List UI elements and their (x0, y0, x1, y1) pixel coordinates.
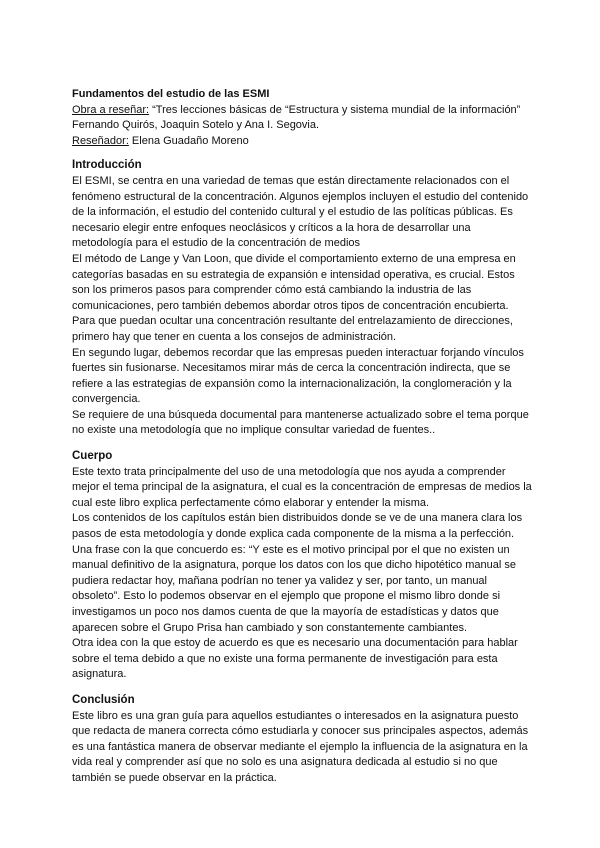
spacer (72, 439, 532, 449)
document-title: Fundamentos del estudio de las ESMI (72, 88, 270, 100)
spacer (72, 149, 532, 158)
introduccion-paragraph: El ESMI, se centra en una variedad de temas que están directamente relacionados con el fenómeno estructural de la concentración. Algunos ejemplos incluyen el estudio del contenido de la información, el estudio del contenido cultural y el estudio de las políticas públicas. Es necesario elegir entre enfoques neoclásicos y críticos a la hora de desarrollar una metodología para el estudio de la concentración de medios (72, 174, 529, 250)
cuerpo-heading: Cuerpo (72, 450, 113, 463)
cuerpo-paragraph: Este texto trata principalmente del uso de una metodología que nos ayuda a comprender mejor el tema principal de la asignatura, el cual es la concentración de empresas de medios la cual este libro explica perfectamente cómo elaborar y entender la misma. (72, 465, 532, 509)
work-label: Obra a reseñar: (72, 103, 150, 116)
introduccion-paragraph: En segundo lugar, debemos recordar que las empresas pueden interactuar forjando vínculos fuertes sin fusionarse. Necesitamos mirar más de cerca la concentración indirecta, que se refiere a las estrategias de expansión como la internacionalización, la conglomeración y la convergencia. (72, 346, 524, 406)
cuerpo-paragraph: Otra idea con la que estoy de acuerdo es que es necesario una documentación para hablar sobre el tema debido a que no existe una forma permanente de investigación para esta asignatura. (72, 637, 518, 681)
work-value: “Tres lecciones básicas de “Estructura y sistema mundial de la información” (149, 103, 521, 116)
conclusion-paragraph: Este libro es una gran guía para aquellos estudiantes o interesados en la asignatura puesto que redacta de manera correcta cómo estudiarla y conocer sus principales aspectos, además es una fantástica manera de observar mediante el ejemplo la influencia de la asignatura en la vida real y comprender así que no solo es una asignatura dedicada al estudio si no que también se puede observar en la práctica. (72, 709, 529, 784)
document-body (72, 87, 532, 787)
introduccion-heading: Introducción (72, 159, 142, 172)
reviewer-line (72, 134, 532, 150)
authors-line: Fernando Quirós, Joaquin Sotelo y Ana I. Segovia. (72, 119, 320, 132)
cuerpo-paragraph: Una frase con la que concuerdo es: “Y este es el motivo principal por el que no existen un manual definitivo de la asignatura, porque los datos con los que dicho hipotético manual se pudiera redactar hoy, mañana podrían no tener ya validez y ser, por tanto, un manual obsoleto”. Esto lo podemos observar en el ejemplo que propone el mismo libro donde si investigamos un poco nos damos cuenta de que la mayoría de estadísticas y datos que aparecen sobre el Grupo Prisa han cambiado y son constantemente cambiantes. (72, 543, 516, 634)
reviewer-label: Reseñador: (72, 134, 129, 147)
work-line (72, 103, 532, 119)
introduccion-paragraph: Se requiere de una búsqueda documental para mantenerse actualizado sobre el tema porque no existe una metodología que no implique consultar variedad de fuentes.. (72, 408, 529, 437)
introduccion-paragraph: El método de Lange y Van Loon, que divide el comportamiento externo de una empresa en categorías basadas en su estrategia de expansión e intensidad operativa, es crucial. Estos son los primeros pasos para comprender cómo está cambiando la industria de las comunicaciones, pero también debemos abordar otros tipos de concentración encubierta. Para que puedan ocultar una concentración resultante del entrelazamiento de direcciones, primero hay que tener en cuenta a los consejos de administración. (72, 252, 516, 343)
spacer (72, 683, 532, 693)
reviewer-value: Elena Guadaño Moreno (128, 134, 249, 147)
cuerpo-paragraph: Los contenidos de los capítulos están bien distribuidos donde se ve de una manera clara los pasos de esta metodología y donde explica cada componente de la misma a la perfección. (72, 512, 523, 541)
conclusion-heading: Conclusión (72, 693, 135, 706)
